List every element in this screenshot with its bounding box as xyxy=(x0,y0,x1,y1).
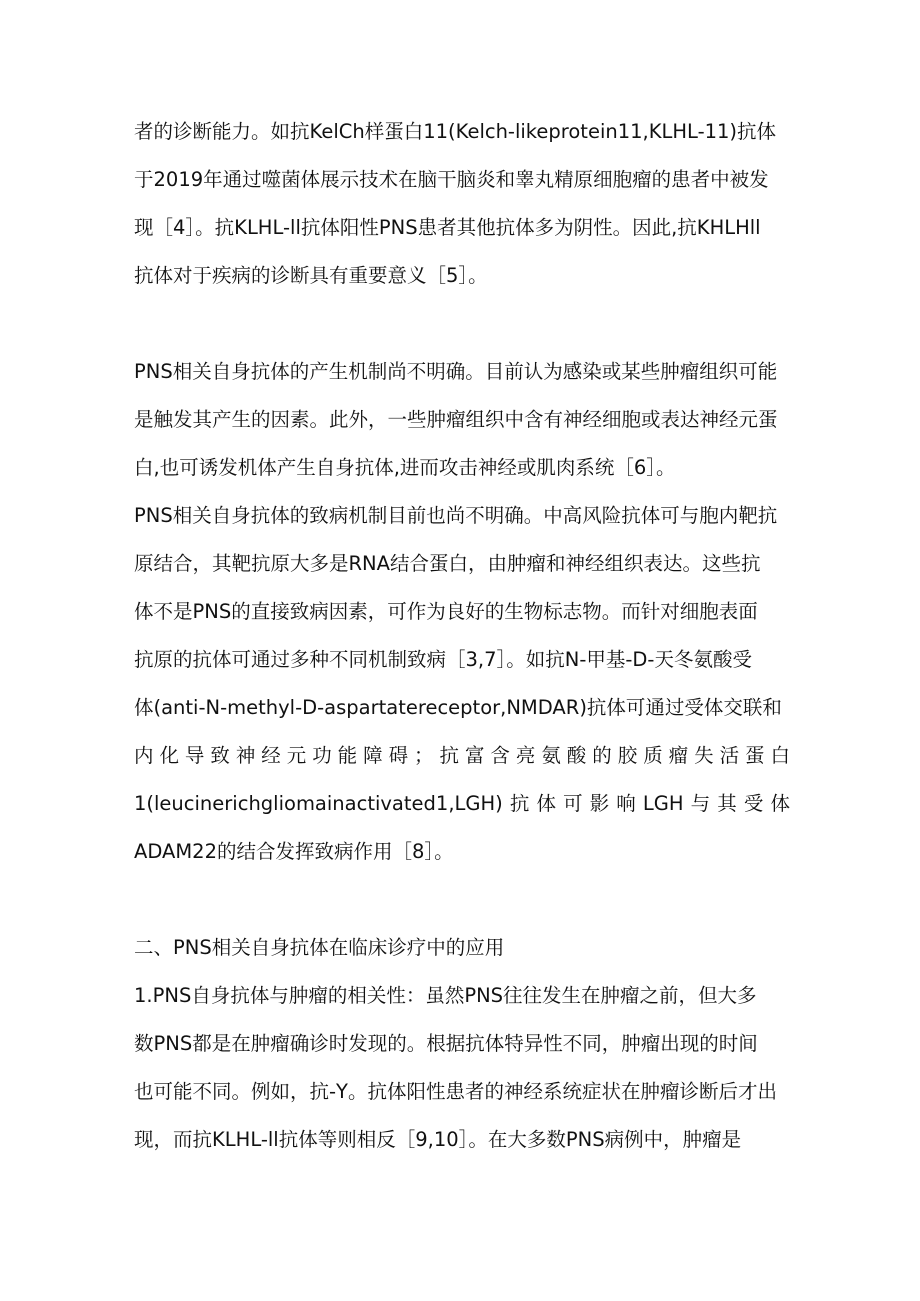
text-line: 是触发其产生的因素。此外，一些肿瘤组织中含有神经细胞或表达神经元蛋 xyxy=(134,408,778,431)
text-line: 现，而抗KLHL-ll抗体等则相反［9,10］。在大多数PNS病例中，肿瘤是 xyxy=(134,1128,742,1151)
text-line: PNS相关自身抗体的产生机制尚不明确。目前认为感染或某些肿瘤组织可能 xyxy=(134,360,778,383)
text-line: 抗体对于疾病的诊断具有重要意义［5］。 xyxy=(134,264,488,287)
text-line: 也可能不同。例如，抗-Y。抗体阳性患者的神经系统症状在肿瘤诊断后才出 xyxy=(134,1080,777,1103)
text-line: 白,也可诱发机体产生自身抗体,进而攻击神经或肌肉系统［6］。 xyxy=(134,456,676,479)
text-line: 内化导致神经元功能障碍；抗富含亮氨酸的胶质瘤失活蛋白 xyxy=(134,744,790,767)
text-line: 者的诊断能力。如抗KelCh样蛋白11(Kelch-likeprotein11,KLHL-11)抗体 xyxy=(134,120,777,143)
text-line: 体不是PNS的直接致病因素，可作为良好的生物标志物。而针对细胞表面 xyxy=(134,600,758,623)
text-line: 现［4］。抗KLHL-ll抗体阳性PNS患者其他抗体多为阴性。因此,抗KHLHll xyxy=(134,216,761,239)
text-line: PNS相关自身抗体的致病机制目前也尚不明确。中高风险抗体可与胞内靶抗 xyxy=(134,504,778,527)
text-line: ADAM22的结合发挥致病作用［8］。 xyxy=(134,840,454,863)
text-line: 抗原的抗体可通过多种不同机制致病［3,7］。如抗N-甲基-D-天冬氨酸受 xyxy=(134,648,752,671)
section-heading: 二、PNS相关自身抗体在临床诊疗中的应用 xyxy=(134,936,505,959)
text-line: 1(leucinerichgliomainactivated1,LGH)抗体可影响LGH与其受体 xyxy=(134,792,790,815)
text-line: 于2019年通过噬菌体展示技术在脑干脑炎和睾丸精原细胞瘤的患者中被发 xyxy=(134,168,769,191)
text-line: 体(anti-N-methyl-D-aspartatereceptor,NMDAR)抗体可通过受体交联和 xyxy=(134,696,782,719)
text-line: 原结合，其靶抗原大多是RNA结合蛋白，由肿瘤和神经组织表达。这些抗 xyxy=(134,552,761,575)
text-line: 1.PNS自身抗体与肿瘤的相关性：虽然PNS往往发生在肿瘤之前，但大多 xyxy=(134,984,757,1007)
text-line: 数PNS都是在肿瘤确诊时发现的。根据抗体特异性不同，肿瘤出现的时间 xyxy=(134,1032,758,1055)
